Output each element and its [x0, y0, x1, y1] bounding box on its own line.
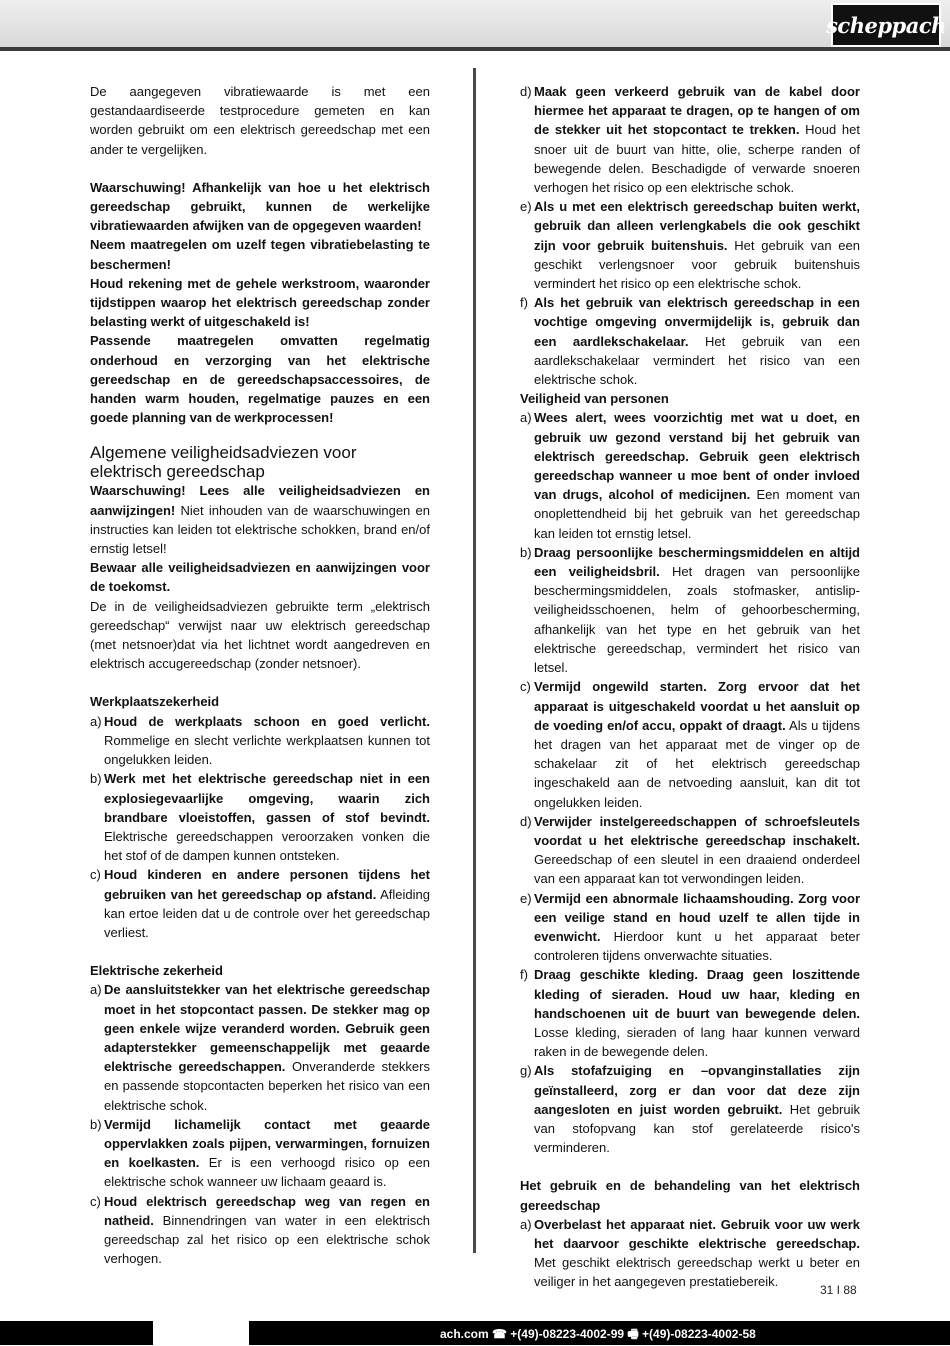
list-workplace — [90, 712, 430, 942]
keep-instructions: Bewaar alle veiligheidsadviezen en aanwijzingen voor de toekomst. — [90, 560, 430, 595]
header-bar — [0, 0, 950, 47]
right-column — [520, 82, 860, 1292]
list-item: a) Overbelast het apparaat niet. Gebruik voor uw werk het daarvoor geschikte elektrische gereedschap. Met geschikt elektrisch gereedschap werkt u beter en veiliger in het aangegeven prestatiebereik. — [520, 1216, 860, 1290]
subheading-usage: Het gebruik en de behandeling van het elektrisch gereedschap — [520, 1178, 860, 1213]
warning-4: Passende maatregelen omvatten regelmatig onderhoud en verzorging van het elektrische gereedschap en de gereedschapsaccessoires, de handen warm houden, regelmatige pauzes en een goede planning van de werkprocessen! — [90, 333, 430, 426]
list-item: c) Vermijd ongewild starten. Zorg ervoor dat het apparaat is uitgeschakeld voordat u het aansluit op de voeding en/of accu, oppakt of draagt. Als u tijdens het dragen van het apparaat met de vinger op de schakelaar zit of het elektrisch gereedschap ingeschakeld aan de netvoeding aansluit, kan dit tot ongelukken leiden. — [520, 679, 860, 810]
list-item: a) Houd de werkplaats schoon en goed verlicht. Rommelige en slecht verlichte werkplaatsen kunnen tot ongelukken leiden. — [90, 713, 430, 768]
column-divider — [473, 68, 476, 1253]
list-item: b) Draag persoonlijke beschermingsmiddelen en altijd een veiligheidsbril. Het dragen van persoonlijke beschermingsmiddelen, zoals stofmasker, antislip-veiligheidsschoenen, helm of gehoorbescherming, afhankelijk van het type en het gebruik van het elektrische gereedschap, vermindert het risico van letsel. — [520, 544, 860, 676]
list-item: b) Vermijd lichamelijk contact met geaarde oppervlakken zoals pijpen, verwarmingen, fornuizen en koelkasten. Er is een verhoogd risico op een elektrische schok wanneer uw lichaam geaard is. — [90, 1116, 430, 1190]
list-item: g) Als stofafzuiging en –opvanginstallaties zijn geïnstalleerd, zorg er dan voor dat deze zijn aangesloten en juist worden gebruikt. Het gebruik van stofopvang kan stof gerelateerde risico's verminderen. — [520, 1063, 860, 1156]
list-electrical — [90, 980, 430, 1268]
warning-1: Waarschuwing! Afhankelijk van hoe u het elektrisch gereedschap gebruikt, kunnen de werkelijke vibratiewaarden afwijken van de opgegeven waarden! — [90, 179, 430, 234]
read-warning: Waarschuwing! Lees alle veiligheidsadviezen en aanwijzingen! Niet inhouden van de waarschuwingen en instructies kan leiden tot elektrische schokken, brand en/of ernstig letsel! — [90, 483, 430, 557]
list-item: f) Draag geschikte kleding. Draag geen loszittende kleding of sieraden. Houd uw haar, kleding en handschoenen uit de buurt van bewegende delen. Losse kleding, sieraden of lang haar kunnen verward raken in de bewegende delen. — [520, 967, 860, 1060]
subheading-electrical: Elektrische zekerheid — [90, 963, 223, 979]
list-item: a) Wees alert, wees voorzichtig met wat u doet, en gebruik uw gezond verstand bij het gebruik van elektrisch gereedschap. Gebruik geen elektrisch gereedschap wanneer u moe bent of onder invloed van drugs, alcohol of medicijnen. Een moment van onoplettendheid bij het gebruik van het gereedschap kan leiden tot ernstig letsel. — [520, 410, 860, 541]
subheading-workplace: Werkplaatszekerheid — [90, 694, 220, 710]
page-number: 31 I 88 — [820, 1283, 857, 1297]
footer-gap — [153, 1321, 249, 1345]
list-item: d) Maak geen verkeerd gebruik van de kabel door hiermee het apparaat te dragen, op te hangen of om de stekker uit het stopcontact te trekken. Houd het snoer uit de buurt van hitte, olie, scherpe randen of bewegende delen. Beschadigde of verwarde snoeren verhogen het risico op een elektrische schok. — [520, 84, 861, 196]
list-item: e) Als u met een elektrisch gereedschap buiten werkt, gebruik dan alleen verlengkabels die ook geschikt zijn voor gebruik buitenshuis. Het gebruik van een geschikt verlengsnoer voor gebruik buitenshuis vermindert het risico op een elektrische schok. — [520, 199, 860, 292]
list-personal — [520, 408, 860, 1157]
left-column — [90, 82, 430, 1268]
section-heading: Algemene veiligheidsadviezen voor elektrisch gereedschap — [90, 443, 357, 482]
list-item: c) Houd kinderen en andere personen tijdens het gebruiken van het gereedschap op afstand. Afleiding kan ertoe leiden dat u de controle over het gereedschap verliest. — [90, 867, 431, 940]
list-item: d) Verwijder instelgereedschappen of schroefsleutels voordat u het elektrische gereedschap inschakelt. Gereedschap of een sleutel in een draaiend onderdeel van een apparaat kan tot verwondingen leiden. — [520, 813, 860, 887]
list-usage — [520, 1215, 860, 1292]
term-definition: De in de veiligheidsadviezen gebruikte term „elektrisch gereedschap“ verwijst naar uw elektrisch gereedschap (met netsnoer)dat via het lichtnet wordt aangedreven en elektrisch accugereedschap (zonder netsnoer). — [90, 598, 430, 672]
list-electrical-cont — [520, 82, 860, 389]
footer-contact: ach.com ☎ +(49)-08223-4002-99 🖷 +(49)-08223-4002-58 — [440, 1327, 756, 1341]
warning-2: Neem maatregelen om uzelf tegen vibratiebelasting te beschermen! — [90, 237, 430, 272]
subheading-personal: Veiligheid van personen — [520, 391, 669, 407]
header-rule — [0, 47, 950, 51]
list-item: c) Houd elektrisch gereedschap weg van regen en natheid. Binnendringen van water in een elektrisch gereedschap zal het risico op een elektrische schok verhogen. — [90, 1193, 430, 1267]
list-item: f) Als het gebruik van elektrisch gereedschap in een vochtige omgeving onvermijdelijk is, gebruik dan een aardlekschakelaar. Het gebruik van een aardlekschakelaar vermindert het risico van een elektrische schok. — [520, 295, 860, 388]
list-item: a) De aansluitstekker van het elektrische gereedschap moet in het stopcontact passen. De stekker mag op geen enkele wijze veranderd worden. Gebruik geen adapterstekker gemeenschappelijk met geaarde elektrische gereedschappen. Onveranderde stekkers en passende stopcontacten beperken het risico van een elektrische schok. — [90, 982, 430, 1113]
intro-paragraph: De aangegeven vibratiewaarde is met een gestandaardiseerde testprocedure gemeten en kan worden gebruikt om een elektrisch gereedschap met een ander te vergelijken. — [90, 84, 430, 157]
warning-3: Houd rekening met de gehele werkstroom, waaronder tijdstippen waarop het elektrisch gereedschap zonder belasting werkt of uitgeschakeld is! — [90, 275, 430, 330]
list-item: e) Vermijd een abnormale lichaamshouding. Zorg voor een veilige stand en houd uzelf te allen tijde in evenwicht. Hierdoor kunt u het apparaat beter controleren tijdens onverwachte situaties. — [520, 890, 860, 964]
list-item: b) Werk met het elektrische gereedschap niet in een explosiegevaarlijke omgeving, waarin zich brandbare vloeistoffen, gassen of stof bevindt. Elektrische gereedschappen veroorzaken vonken die het stof of de dampen kunnen ontsteken. — [90, 771, 430, 864]
brand-logo: scheppach — [831, 3, 941, 47]
